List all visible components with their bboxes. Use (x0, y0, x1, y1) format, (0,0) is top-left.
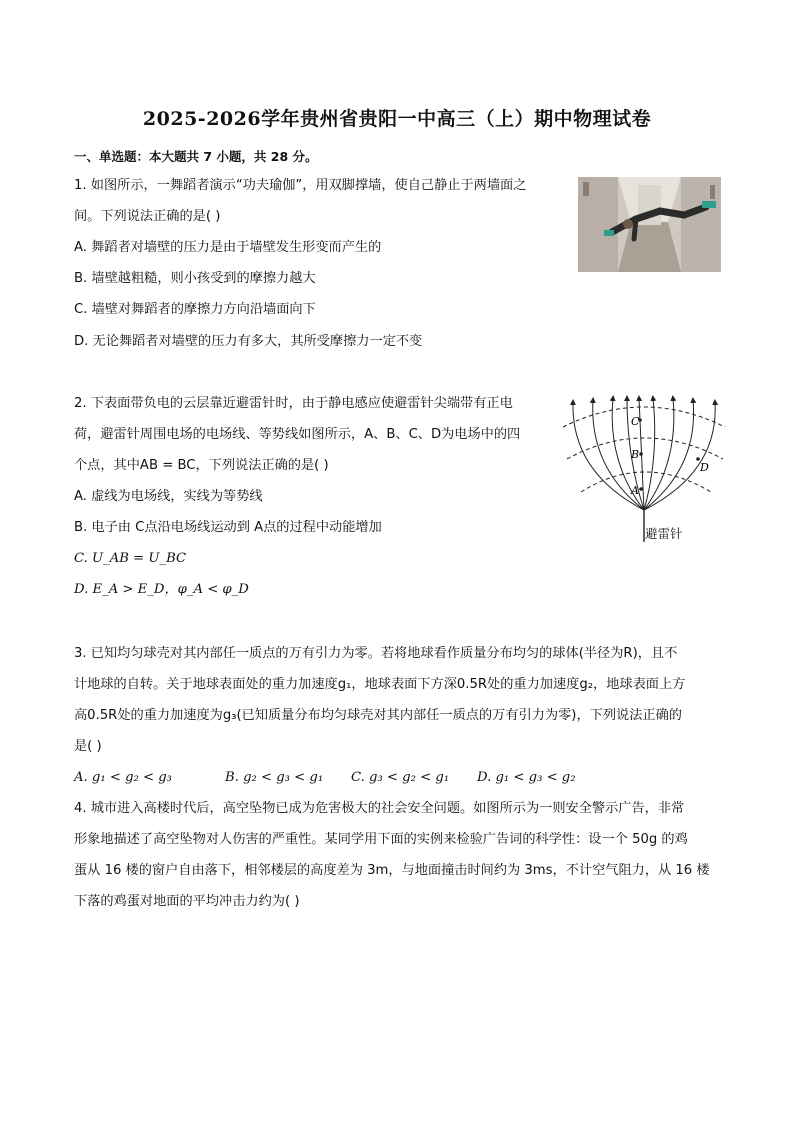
q4-stem-line3: 蛋从 16 楼的窗户自由落下，相邻楼层的高度差为 3m，与地面撞击时间约为 3ms，不计空气阻力，从 16 楼 (74, 863, 710, 878)
point-a-label: A (631, 484, 639, 497)
q1-option-b: B. 墙壁越粗糙，则小孩受到的摩擦力越大 (74, 271, 316, 286)
q2-stem-line2: 荷，避雷针周围电场的电场线、等势线如图所示，A、B、C、D为电场中的四 (74, 427, 521, 442)
q1-stem-line1: 1. 如图所示，一舞蹈者演示“功夫瑜伽”，用双脚撑墙，使自己静止于两墙面之 (74, 178, 527, 193)
q1-option-d: D. 无论舞蹈者对墙壁的压力有多大，其所受摩擦力一定不变 (74, 334, 423, 349)
q3-option-b: B. g₂ < g₃ < g₁ (225, 770, 324, 785)
q3-stem-line1: 3. 已知均匀球壳对其内部任一质点的万有引力为零。若将地球看作质量分布均匀的球体(半径为R)，且不 (74, 646, 678, 661)
q3-option-d: D. g₁ < g₃ < g₂ (477, 770, 576, 785)
section-heading: 一、单选题：本大题共 7 小题，共 28 分。 (74, 149, 318, 164)
q2-option-d: D. E_A > E_D，φ_A < φ_D (74, 582, 249, 597)
q3-stem-line4: 是( ) (74, 739, 102, 754)
q2-option-c: C. U_AB = U_BC (74, 551, 187, 566)
q1-option-a: A. 舞蹈者对墙壁的压力是由于墙壁发生形变而产生的 (74, 240, 382, 255)
dancer-photo (578, 177, 721, 272)
lightning-rod-field-diagram (561, 392, 727, 542)
q3-option-a: A. g₁ < g₂ < g₃ (74, 770, 172, 785)
q4-stem-line1: 4. 城市进入高楼时代后，高空坠物已成为危害极大的社会安全问题。如图所示为一则安全警示广告，非常 (74, 801, 685, 816)
q1-stem-line2: 间。下列说法正确的是( ) (74, 209, 221, 224)
lightning-rod-label: 避雷针 (645, 526, 683, 541)
q4-stem-line2: 形象地描述了高空坠物对人伤害的严重性。某同学用下面的实例来检验广告词的科学性：设一个 50g 的鸡 (74, 832, 688, 847)
q3-stem-line3: 高0.5R处的重力加速度为g₃(已知质量分布均匀球壳对其内部任一质点的万有引力为零)，下列说法正确的 (74, 708, 682, 723)
point-c-label: C (631, 415, 640, 428)
q2-stem-line1: 2. 下表面带负电的云层靠近避雷针时，由于静电感应使避雷针尖端带有正电 (74, 396, 513, 411)
q4-stem-line4: 下落的鸡蛋对地面的平均冲击力约为( ) (74, 894, 300, 909)
point-b-label: B (631, 448, 640, 461)
q2-stem-line3: 个点，其中AB = BC，下列说法正确的是( ) (74, 458, 329, 473)
q3-stem-line2: 计地球的自转。关于地球表面处的重力加速度g₁，地球表面下方深0.5R处的重力加速度g₂，地球表面上方 (74, 677, 686, 692)
point-d-label: D (700, 461, 709, 474)
q2-option-a: A. 虚线为电场线，实线为等势线 (74, 489, 263, 504)
q1-option-c: C. 墙壁对舞蹈者的摩擦力方向沿墙面向下 (74, 302, 316, 317)
q3-option-c: C. g₃ < g₂ < g₁ (351, 770, 450, 785)
q2-option-b: B. 电子由 C点沿电场线运动到 A点的过程中动能增加 (74, 520, 382, 535)
exam-title: 2025-2026学年贵州省贵阳一中高三（上）期中物理试卷 (142, 108, 652, 130)
